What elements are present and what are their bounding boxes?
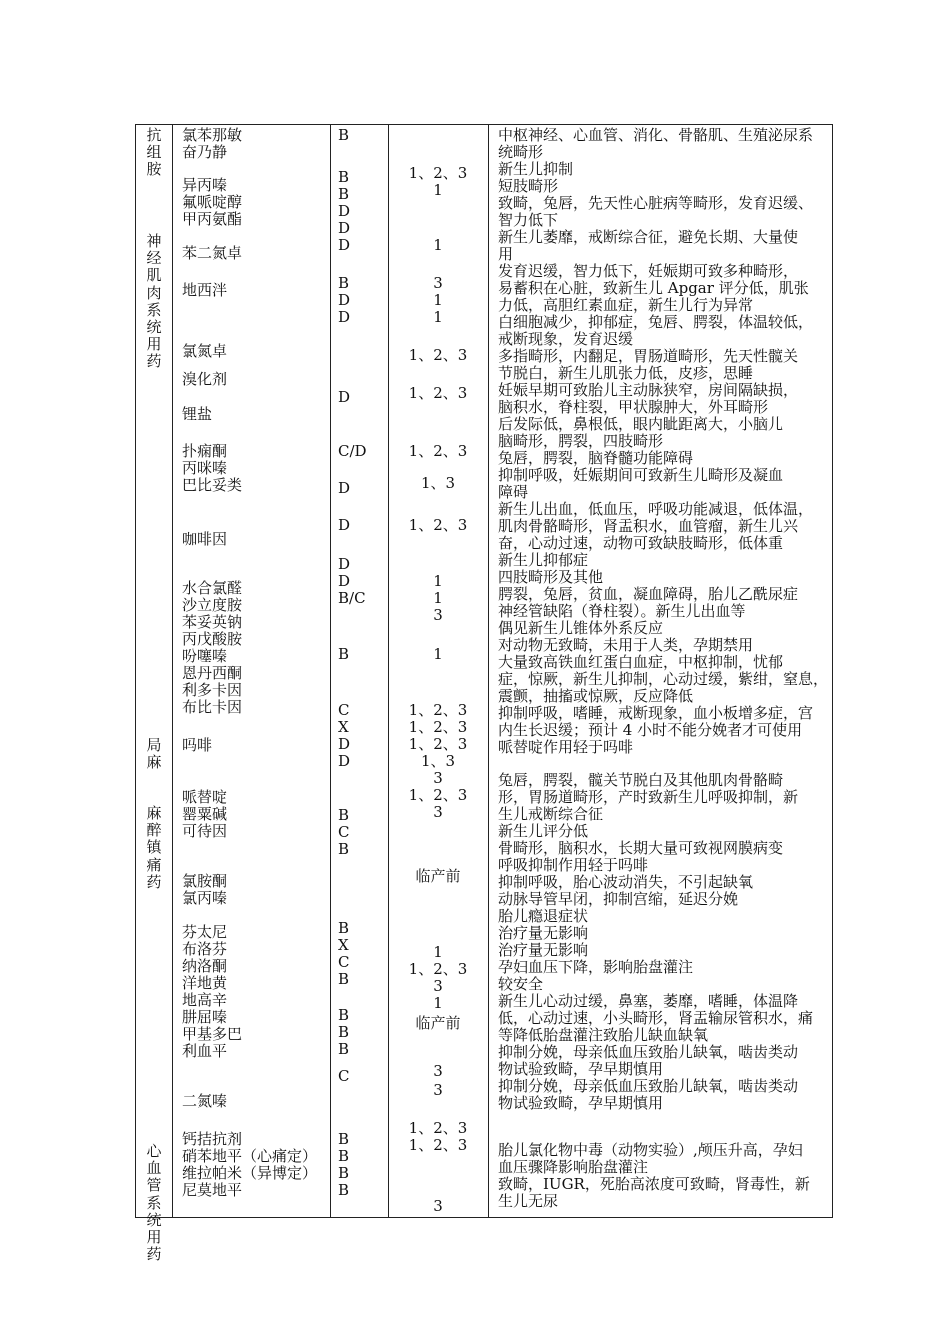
effect-line: 奋，心动过速，动物可致缺肢畸形，低体重	[498, 534, 784, 552]
effect-line: 胎儿瘾退症状	[498, 907, 589, 925]
pregnancy-period: 1、2、3	[408, 701, 468, 719]
effect-line: 物试验致畸，孕早期慎用	[498, 1094, 664, 1112]
pregnancy-period: 3	[433, 769, 443, 787]
effect-line: 新生儿抑制	[498, 160, 574, 178]
fda-category: D	[338, 572, 351, 590]
drug-name: 哌替啶	[182, 788, 228, 806]
drug-name: 恩丹西酮	[182, 664, 243, 682]
drug-name: 芬太尼	[182, 923, 228, 941]
effect-line: 后发际低，鼻根低，眼内眦距离大，小脑儿	[498, 415, 784, 433]
fda-category: B	[338, 274, 350, 292]
effect-line: 兔唇，腭裂，髋关节脱白及其他肌肉骨骼畸	[498, 771, 784, 789]
drug-name: 吗啡	[182, 736, 213, 754]
effect-line: 四肢畸形及其他	[498, 568, 604, 586]
pregnancy-period: 3	[433, 1197, 443, 1215]
drug-class-label: 神 经 肌 肉 系 统 用 药	[146, 232, 162, 371]
effect-line: 新生儿心动过缓，鼻塞，萎靡，嗜睡，体温降	[498, 992, 799, 1010]
effect-line: 短肢畸形	[498, 177, 559, 195]
effect-line: 治疗量无影响	[498, 941, 589, 959]
fda-category: D	[338, 388, 351, 406]
drug-name: 地西泮	[182, 281, 228, 299]
drug-class-label: 局 麻	[146, 736, 162, 772]
column-divider	[488, 125, 489, 1217]
fda-category: C	[338, 701, 350, 719]
effect-line: 抑制呼吸，嗜睡，戒断现象，血小板增多症，宫	[498, 704, 814, 722]
drug-name: 丙咪嗪	[182, 459, 228, 477]
drug-name: 布比卡因	[182, 698, 243, 716]
effect-line: 发育迟缓，智力低下，妊娠期可致多种畸形，	[498, 262, 799, 280]
fda-category: B	[338, 168, 350, 186]
effect-line: 抑制呼吸，胎心波动消失，不引起缺氧	[498, 873, 754, 891]
pregnancy-period: 1、2、3	[408, 516, 468, 534]
drug-name: 甲基多巴	[182, 1025, 243, 1043]
pregnancy-period: 3	[433, 977, 443, 995]
pregnancy-period: 1	[433, 645, 443, 663]
effect-line: 中枢神经、心血管、消化、骨骼肌、生殖泌尿系	[498, 126, 814, 144]
fda-category: B	[338, 806, 350, 824]
drug-class-label: 麻 醉 镇 痛 药	[146, 804, 162, 891]
effect-line: 智力低下	[498, 211, 559, 229]
drug-name: 布洛芬	[182, 940, 228, 958]
effect-line: 物试验致畸，孕早期慎用	[498, 1060, 664, 1078]
fda-category: D	[338, 219, 351, 237]
effect-line: 大量致高铁血红蛋白血症，中枢抑制，忧郁	[498, 653, 784, 671]
drug-name: 尼莫地平	[182, 1181, 243, 1199]
fda-category: B	[338, 919, 350, 937]
pregnancy-period: 1、3	[420, 474, 456, 492]
pregnancy-period: 3	[433, 1081, 443, 1099]
effect-line: 力低，高胆红素血症，新生儿行为异常	[498, 296, 754, 314]
effect-line: 致畸，IUGR，死胎高浓度可致畸，肾毒性，新	[498, 1175, 810, 1193]
drug-name: 氯苯那敏	[182, 126, 243, 144]
drug-name: 罂粟碱	[182, 805, 228, 823]
effect-line: 对动物无致畸，未用于人类，孕期禁用	[498, 636, 754, 654]
fda-category: B	[338, 126, 350, 144]
effect-line: 易蓄积在心脏，致新生儿 Apgar 评分低，肌张	[498, 279, 809, 297]
drug-name: 地高辛	[182, 991, 228, 1009]
effect-line: 孕妇血压下降，影响胎盘灌注	[498, 958, 694, 976]
drug-name: 维拉帕米（异博定）	[182, 1164, 318, 1182]
effect-line: 致畸，兔唇，先天性心脏病等畸形，发育迟缓、	[498, 194, 814, 212]
drug-class-label: 抗 组 胺	[146, 126, 162, 179]
drug-name: 巴比妥类	[182, 476, 243, 494]
pregnancy-period: 临产前	[415, 1014, 461, 1032]
effect-line: 妊娠早期可致胎儿主动脉狭窄，房间隔缺损，	[498, 381, 799, 399]
column-divider	[172, 125, 173, 1217]
fda-category: D	[338, 479, 351, 497]
effect-line: 脑畸形，腭裂，四肢畸形	[498, 432, 664, 450]
drug-name: 溴化剂	[182, 370, 228, 388]
effect-line: 障碍	[498, 483, 529, 501]
drug-name: 氯氮卓	[182, 342, 228, 360]
effect-line: 肌肉骨骼畸形，肾盂积水，血管瘤，新生儿兴	[498, 517, 799, 535]
effect-line: 白细胞减少，抑郁症，兔唇、腭裂，体温较低，	[498, 313, 814, 331]
drug-class-label: 心 血 管 系 统 用 药	[146, 1142, 162, 1264]
effect-line: 震颤，抽搐或惊厥，反应降低	[498, 687, 694, 705]
effect-line: 低，心动过速，小头畸形，肾盂输尿管积水，痛	[498, 1009, 814, 1027]
fda-category: C	[338, 953, 350, 971]
drug-name: 可待因	[182, 822, 228, 840]
fda-category: X	[338, 936, 349, 954]
drug-name: 吩噻嗪	[182, 647, 228, 665]
pregnancy-period: 1、2、3	[408, 1119, 468, 1137]
drug-name: 苯妥英钠	[182, 613, 243, 631]
drug-name: 丙戊酸胺	[182, 630, 243, 648]
fda-category: B	[338, 1023, 350, 1041]
pregnancy-period: 1、2、3	[408, 442, 468, 460]
effect-line: 呼吸抑制作用轻于吗啡	[498, 856, 649, 874]
effect-line: 新生儿出血，低血压，呼吸功能减退，低体温，	[498, 500, 814, 518]
pregnancy-period: 1、2、3	[408, 718, 468, 736]
effect-line: 抑制分娩，母亲低血压致胎儿缺氧，啮齿类动	[498, 1077, 799, 1095]
fda-category: C	[338, 823, 350, 841]
drug-name: 扑痫酮	[182, 442, 228, 460]
effect-line: 生儿无尿	[498, 1192, 559, 1210]
pregnancy-period: 1	[433, 181, 443, 199]
effect-line: 抑制呼吸，妊娠期间可致新生儿畸形及凝血	[498, 466, 784, 484]
fda-category: B/C	[338, 589, 366, 607]
effect-line: 哌替啶作用轻于吗啡	[498, 738, 634, 756]
drug-name: 咖啡因	[182, 530, 228, 548]
fda-category: D	[338, 202, 351, 220]
pregnancy-period: 临产前	[415, 867, 461, 885]
effect-line: 较安全	[498, 975, 544, 993]
effect-line: 形，胃肠道畸形，产时致新生儿呼吸抑制，新	[498, 788, 799, 806]
fda-category: B	[338, 185, 350, 203]
drug-name: 洋地黄	[182, 974, 228, 992]
effect-line: 内生长迟缓；预计 4 小时不能分娩者才可使用	[498, 721, 803, 739]
effect-line: 统畸形	[498, 143, 544, 161]
drug-pregnancy-table	[135, 124, 833, 1264]
drug-name: 纳洛酮	[182, 957, 228, 975]
pregnancy-period: 3	[433, 606, 443, 624]
drug-name: 苯二氮卓	[182, 244, 243, 262]
fda-category: B	[338, 1164, 350, 1182]
drug-name: 奋乃静	[182, 143, 228, 161]
pregnancy-period: 1、2、3	[408, 164, 468, 182]
pregnancy-period: 1	[433, 943, 443, 961]
effect-line: 抑制分娩，母亲低血压致胎儿缺氧，啮齿类动	[498, 1043, 799, 1061]
pregnancy-period: 1、3	[420, 752, 456, 770]
pregnancy-period: 1	[433, 572, 443, 590]
effect-line: 兔唇，腭裂，脑脊髓功能障碍	[498, 449, 694, 467]
drug-name: 氯丙嗪	[182, 889, 228, 907]
pregnancy-period: 1、2、3	[408, 1136, 468, 1154]
pregnancy-period: 3	[433, 1062, 443, 1080]
drug-name: 肼屈嗪	[182, 1008, 228, 1026]
fda-category: B	[338, 1181, 350, 1199]
effect-line: 血压骤降影响胎盘灌注	[498, 1158, 649, 1176]
effect-line: 偶见新生儿锥体外系反应	[498, 619, 664, 637]
effect-line: 新生儿萎靡，戒断综合征，避免长期、大量使	[498, 228, 799, 246]
effect-line: 腭裂，兔唇，贫血，凝血障碍，胎儿乙酰尿症	[498, 585, 799, 603]
pregnancy-period: 3	[433, 274, 443, 292]
fda-category: D	[338, 236, 351, 254]
effect-line: 胎儿氯化物中毒（动物实验）,颅压升高，孕妇	[498, 1141, 803, 1159]
drug-name: 异丙嗪	[182, 176, 228, 194]
effect-line: 骨畸形，脑积水，长期大量可致视网膜病变	[498, 839, 784, 857]
drug-name: 二氮嗪	[182, 1092, 228, 1110]
pregnancy-period: 1、2、3	[408, 960, 468, 978]
pregnancy-period: 1、2、3	[408, 735, 468, 753]
fda-category: B	[338, 840, 350, 858]
pregnancy-period: 1	[433, 308, 443, 326]
pregnancy-period: 1	[433, 236, 443, 254]
drug-name: 利多卡因	[182, 681, 243, 699]
effect-line: 症，惊厥，新生儿抑制，心动过缓，紫绀，窒息，	[498, 670, 829, 688]
pregnancy-period: 3	[433, 803, 443, 821]
fda-category: D	[338, 752, 351, 770]
drug-name: 沙立度胺	[182, 596, 243, 614]
drug-name: 钙拮抗剂	[182, 1130, 243, 1148]
effect-line: 节脱白，新生儿肌张力低，皮疹，思睡	[498, 364, 754, 382]
pregnancy-period: 1	[433, 589, 443, 607]
drug-name: 利血平	[182, 1042, 228, 1060]
fda-category: B	[338, 1006, 350, 1024]
drug-name: 水合氯醛	[182, 579, 243, 597]
fda-category: B	[338, 1040, 350, 1058]
effect-line: 等降低胎盘灌注致胎儿缺血缺氧	[498, 1026, 709, 1044]
pregnancy-period: 1、2、3	[408, 346, 468, 364]
effect-line: 动脉导管早闭，抑制宫缩，延迟分娩	[498, 890, 739, 908]
drug-name: 氯胺酮	[182, 872, 228, 890]
fda-category: X	[338, 718, 349, 736]
effect-line: 多指畸形，内翻足，胃肠道畸形，先天性髋关	[498, 347, 799, 365]
pregnancy-period: 1	[433, 291, 443, 309]
pregnancy-period: 1、2、3	[408, 384, 468, 402]
effect-line: 生儿戒断综合征	[498, 805, 604, 823]
drug-name: 硝苯地平（心痛定）	[182, 1147, 318, 1165]
effect-line: 戒断现象，发育迟缓	[498, 330, 634, 348]
pregnancy-period: 1	[433, 994, 443, 1012]
fda-category: D	[338, 555, 351, 573]
fda-category: C/D	[338, 442, 367, 460]
fda-category: D	[338, 735, 351, 753]
effect-line: 新生儿评分低	[498, 822, 589, 840]
drug-name: 锂盐	[182, 405, 213, 423]
fda-category: D	[338, 291, 351, 309]
fda-category: D	[338, 308, 351, 326]
fda-category: B	[338, 970, 350, 988]
pregnancy-period: 1、2、3	[408, 786, 468, 804]
effect-line: 治疗量无影响	[498, 924, 589, 942]
effect-line: 新生儿抑郁症	[498, 551, 589, 569]
drug-name: 甲丙氨酯	[182, 210, 243, 228]
effect-line: 脑积水，脊柱裂，甲状腺肿大，外耳畸形	[498, 398, 769, 416]
fda-category: B	[338, 1147, 350, 1165]
drug-name: 氟哌啶醇	[182, 193, 243, 211]
effect-line: 神经管缺陷（脊柱裂）。新生儿出血等	[498, 602, 746, 620]
fda-category: B	[338, 1130, 350, 1148]
fda-category: C	[338, 1067, 350, 1085]
fda-category: D	[338, 516, 351, 534]
effect-line: 用	[498, 245, 514, 263]
column-divider	[330, 125, 331, 1217]
fda-category: B	[338, 645, 350, 663]
